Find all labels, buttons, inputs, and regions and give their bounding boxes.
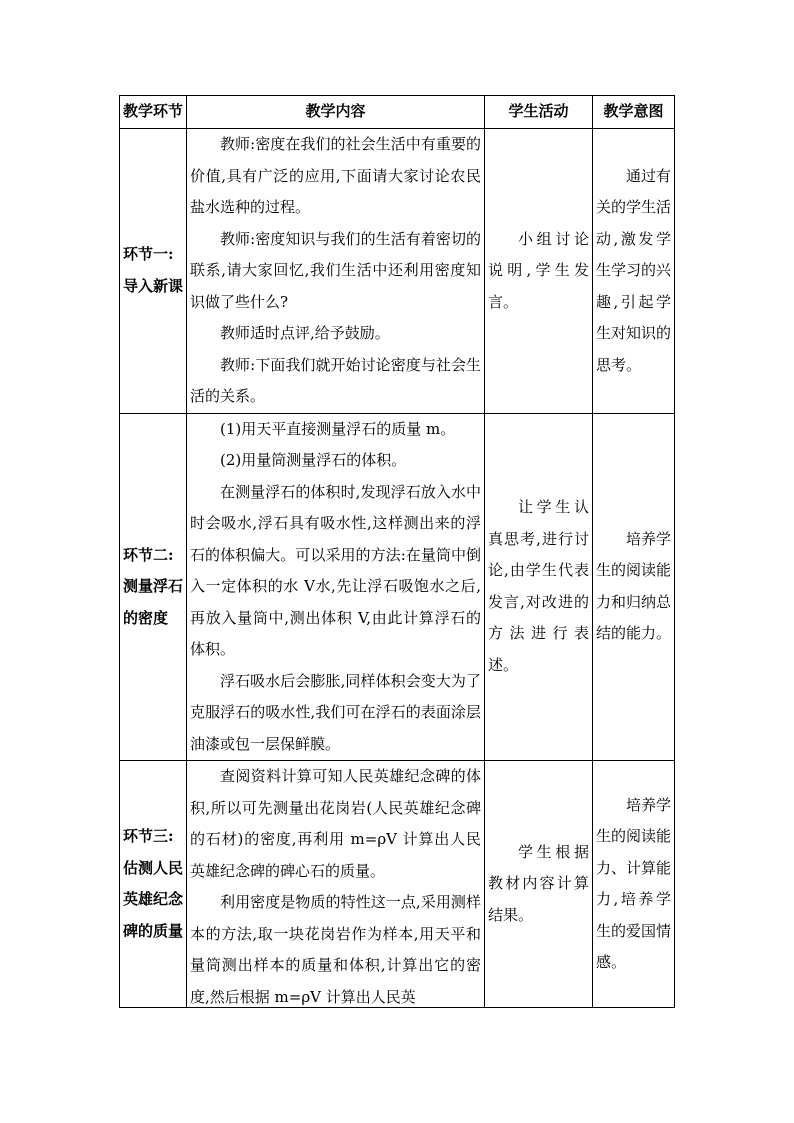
table-row — [120, 761, 675, 1008]
content-paragraph: 查阅资料计算可知人民英雄纪念碑的体积,所以可先测量出花岗岩(人民英雄纪念碑的石材)的密度,再利用 m=ρV 计算出人民英雄纪念碑的碑心石的质量。 — [190, 767, 481, 880]
stage-cell: 环节三:估测人民英雄纪念碑的质量 — [120, 761, 187, 1008]
content-paragraph: (2)用量筒测量浮石的体积。 — [220, 451, 407, 469]
content-paragraph: 浮石吸水后会膨胀,同样体积会变大为了克服浮石的吸水性,我们可在浮石的表面涂层油漆或包一层保鲜膜。 — [190, 671, 481, 753]
content-paragraph: 教师:下面我们就开始讨论密度与社会生活的关系。 — [190, 355, 481, 405]
table-row — [120, 413, 675, 761]
content-paragraph: 在测量浮石的体积时,发现浮石放入水中时会吸水,浮石具有吸水性,这样测出来的浮石的体积偏大。可以采用的方法:在量筒中倒入一定体积的水 V水,先让浮石吸饱水之后,再放入量筒中,测出体积 V,由此计算浮石的体积。 — [190, 482, 481, 658]
purpose-cell: 通过有关的学生活动,激发学生学习的兴趣,引起学生对知识的思考。 — [593, 129, 675, 414]
header-stage: 教学环节 — [120, 96, 187, 129]
activity-cell: 让学生认真思考,进行讨论,由学生代表发言,对改进的方法进行表述。 — [485, 413, 593, 761]
purpose-cell: 培养学生的阅读能力、计算能力,培养学生的爱国情感。 — [593, 761, 675, 1008]
header-activity: 学生活动 — [485, 96, 593, 129]
content-paragraph: 教师:密度在我们的社会生活中有重要的价值,具有广泛的应用,下面请大家讨论农民盐水选种的过程。 — [190, 135, 481, 216]
header-row — [120, 96, 675, 129]
stage-cell: 环节一:导入新课 — [120, 129, 187, 414]
header-content: 教学内容 — [187, 96, 485, 129]
content-clip — [190, 761, 481, 1007]
header-purpose: 教学意图 — [593, 96, 675, 129]
content-cell — [187, 129, 485, 414]
lesson-plan-table — [119, 95, 675, 1008]
content-cell — [187, 761, 485, 1008]
activity-cell: 小组讨论说明,学生发言。 — [485, 129, 593, 414]
content-paragraph: 教师适时点评,给予鼓励。 — [220, 324, 390, 342]
content-cell — [187, 413, 485, 761]
content-paragraph: (1)用天平直接测量浮石的质量 m。 — [220, 419, 456, 438]
content-paragraph: 教师:密度知识与我们的生活有着密切的联系,请大家回忆,我们生活中还利用密度知识做了些什么? — [190, 229, 481, 311]
activity-cell: 学生根据教材内容计算结果。 — [485, 761, 593, 1008]
content-paragraph: 利用密度是物质的特性这一点,采用测样本的方法,取一块花岗岩作为样本,用天平和量筒测出样本的质量和体积,计算出它的密度,然后根据 m=ρV 计算出人民英 — [190, 893, 481, 1006]
table-row — [120, 129, 675, 414]
purpose-cell: 培养学生的阅读能力和归纳总结的能力。 — [593, 413, 675, 761]
stage-cell: 环节二:测量浮石的密度 — [120, 413, 187, 761]
